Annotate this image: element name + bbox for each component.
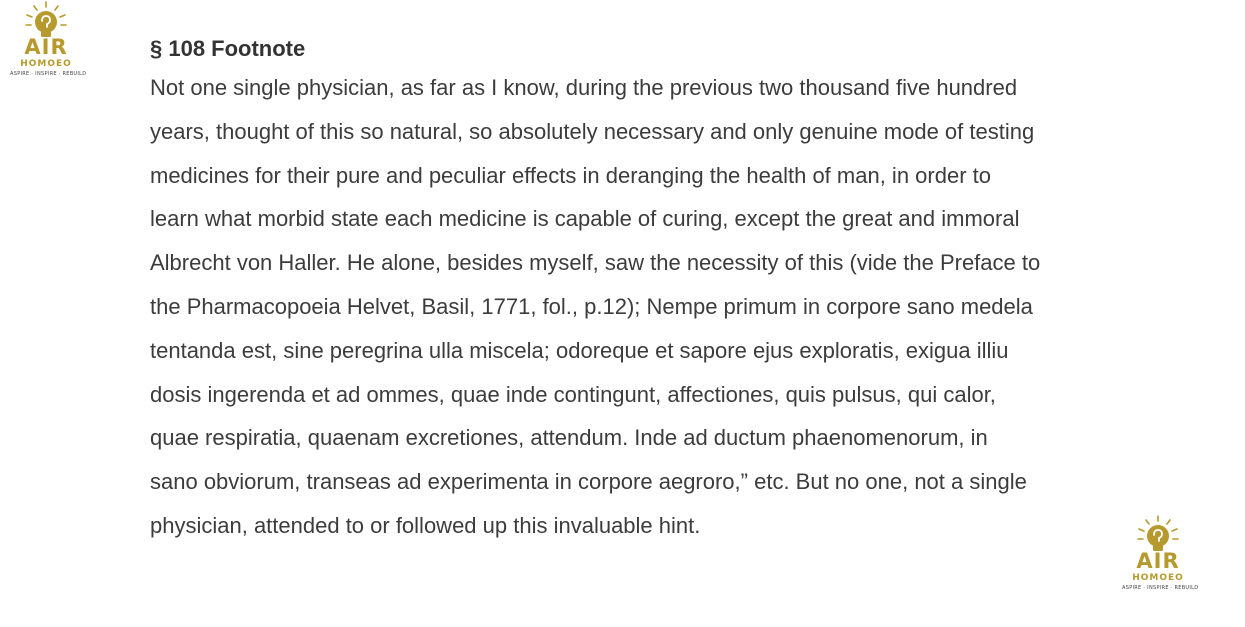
paragraph-line: quae respiratia, quaenam excretiones, attendum. Inde ad ductum phaenomenorum, in: [150, 425, 988, 451]
lightbulb-icon: [10, 0, 82, 40]
paragraph-line: Not one single physician, as far as I know, during the previous two thousand five hundred: [150, 75, 1018, 100]
footnote-paragraph: [150, 66, 1150, 548]
section-heading: § 108 Footnote: [150, 36, 306, 61]
lightbulb-icon: [1122, 514, 1194, 554]
paragraph-line: learn what morbid state each medicine is capable of curing, except the great and immoral: [150, 206, 1020, 232]
air-homoeo-logo-bottom: [1122, 514, 1199, 606]
logo-tagline: ASPIRE · INSPIRE · REBUILD: [1122, 585, 1199, 591]
logo-word: AIR: [1136, 549, 1180, 573]
air-homoeo-logo-top: [10, 0, 87, 92]
paragraph-line: Albrecht von Haller. He alone, besides myself, saw the necessity of this (vide the Preface to: [150, 250, 1041, 276]
paragraph-line: years, thought of this so natural, so absolutely necessary and only genuine mode of testing: [150, 118, 1035, 144]
logo-subtitle: HOMOEO: [20, 59, 72, 69]
paragraph-line: tentanda est, sine peregrina ulla miscela; odoreque et sapore ejus exploratis, exigua illiu: [150, 337, 1009, 363]
paragraph-line: dosis ingerenda et ad ommes, quae inde contingunt, affectiones, quis pulsus, qui calor,: [150, 381, 996, 407]
paragraph-line: sano obviorum, transeas ad experimenta in corpore aegroro,” etc. But no one, not a single: [150, 469, 1027, 495]
logo-subtitle: HOMOEO: [1132, 573, 1184, 583]
logo-tagline: ASPIRE · INSPIRE · REBUILD: [10, 71, 87, 77]
paragraph-line: the Pharmacopoeia Helvet, Basil, 1771, fol., p.12); Nempe primum in corpore sano medela: [150, 293, 1033, 319]
paragraph-line: physician, attended to or followed up this invaluable hint.: [150, 512, 701, 538]
paragraph-line: medicines for their pure and peculiar effects in deranging the health of man, in order to: [150, 162, 991, 188]
logo-word: AIR: [24, 35, 68, 59]
footnote-section: [150, 33, 1150, 548]
